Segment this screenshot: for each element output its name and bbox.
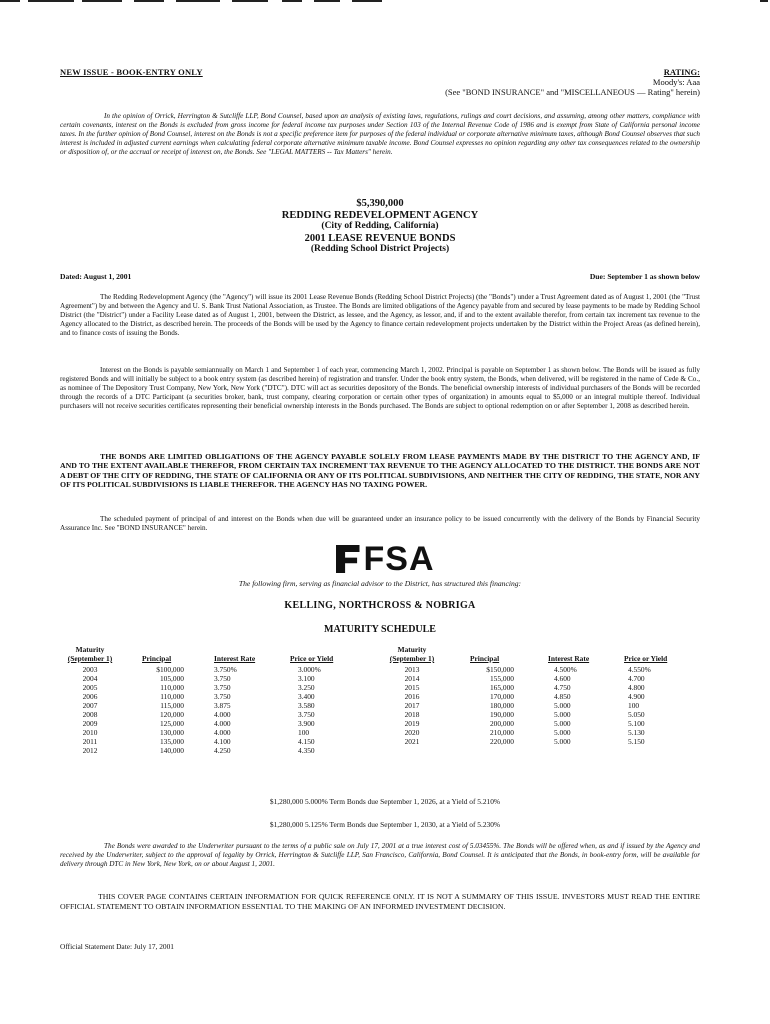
rate-cell: 3.750%: [214, 665, 237, 674]
term-bond-2030: $1,280,000 5.125% Term Bonds due September 1, 2030, at a Yield of 5.230%: [269, 820, 501, 829]
award-paragraph: The Bonds were awarded to the Underwriter pursuant to the terms of a public sale on July 17, 2001 at a true interest cost of 5.03455%. The Bonds will be offered when, as and if issued by the Agency and received by the Underwriter, subject to the approval of legality by Orrick, Herrington & Sutcliffe LLP, San Francisco, California, Bond Counsel. It is anticipated that the Bonds, in book-entry form, will be available for delivery through DTC in New York, New York, on or about August 1, 2001.: [60, 842, 700, 869]
yield-cell: 3.000%: [298, 665, 321, 674]
fsa-logo: [0, 540, 770, 579]
yield-cell: 5.150: [628, 737, 645, 746]
project-name: (Redding School District Projects): [310, 244, 450, 254]
rate-cell: 4.100: [214, 737, 231, 746]
rate-cell: 5.000: [554, 701, 571, 710]
table-row: [58, 746, 718, 755]
maturity-cell: 2020: [404, 728, 420, 737]
issuer-name: REDDING REDEVELOPMENT AGENCY: [281, 209, 479, 221]
yield-header-2: Price or Yield: [624, 654, 668, 663]
yield-cell: 100: [298, 728, 310, 737]
dated-date: Dated: August 1, 2001: [60, 272, 132, 281]
principal-cell: 210,000: [489, 728, 514, 737]
maturity-cell: 2006: [82, 692, 98, 701]
rate-cell: 5.000: [554, 728, 571, 737]
issue-amount: $5,390,000: [356, 198, 404, 209]
rate-cell: 4.500%: [554, 665, 577, 674]
maturity-cell: 2015: [404, 683, 420, 692]
rate-cell: 4.000: [214, 728, 231, 737]
table-row: [58, 728, 718, 737]
yield-cell: 5.050: [628, 710, 645, 719]
advisor-firm: KELLING, NORTHCROSS & NOBRIGA: [284, 600, 476, 611]
rate-cell: 3.750: [214, 692, 231, 701]
rate-header: Interest Rate: [214, 654, 256, 663]
principal-cell: 120,000: [159, 710, 184, 719]
principal-cell: 155,000: [489, 674, 514, 683]
principal-cell: 110,000: [160, 683, 184, 692]
principal-cell: 115,000: [160, 701, 184, 710]
issue-type: NEW ISSUE - BOOK-ENTRY ONLY: [60, 67, 203, 77]
table-row: [58, 737, 718, 746]
bond-series: 2001 LEASE REVENUE BONDS: [304, 232, 456, 244]
maturity-cell: 2013: [404, 665, 420, 674]
principal-cell: 135,000: [159, 737, 184, 746]
title-block: [60, 198, 700, 256]
maturity-cell: 2018: [404, 710, 420, 719]
yield-cell: 3.100: [298, 674, 315, 683]
paragraph-limited-obligations: THE BONDS ARE LIMITED OBLIGATIONS OF THE AGENCY PAYABLE SOLELY FROM LEASE PAYMENTS MADE BY THE DISTRICT TO THE AGENCY AND, IF AND TO THE EXTENT AVAILABLE THEREFOR, FROM CERTAIN TAX INCREMENT TAX REVENUE TO THE AGENCY ALLOCATED TO THE DISTRICT. THE BONDS ARE NOT A DEBT OF THE CITY OF REDDING, THE STATE OF CALIFORNIA OR ANY OF ITS POLITICAL SUBDIVISIONS, AND NEITHER THE CITY OF REDDING, THE STATE, NOR ANY OF ITS POLITICAL SUBDIVISIONS IS LIABLE THEREFOR. THE AGENCY HAS NO TAXING POWER.: [60, 452, 700, 490]
yield-cell: 5.130: [628, 728, 645, 737]
yield-cell: 4.800: [628, 683, 645, 692]
principal-cell: 220,000: [489, 737, 514, 746]
maturity-cell: 2003: [82, 665, 98, 674]
rate-cell: 4.850: [554, 692, 571, 701]
principal-cell: 110,000: [160, 692, 184, 701]
table-row: [58, 719, 718, 728]
maturity-schedule-table: [58, 645, 718, 755]
maturity-cell: 2011: [82, 737, 98, 746]
yield-cell: 3.900: [298, 719, 315, 728]
principal-header: Principal: [142, 654, 172, 663]
principal-cell: 180,000: [489, 701, 514, 710]
principal-header-2: Principal: [470, 654, 500, 663]
maturity-cell: 2010: [82, 728, 98, 737]
principal-cell: 200,000: [489, 719, 514, 728]
paragraph-issuance: The Redding Redevelopment Agency (the "Agency") will issue its 2001 Lease Revenue Bonds (Redding School District Projects) (the "Bonds") under a Trust Agreement dated as of August 1, 2001 (the "Trust Agreement") by and between the Agency and U. S. Bank Trust National Association, as Trustee. The Bonds are limited obligations of the Agency payable from and secured by lease payments to be made by Redding School District (the "District") under a Facility Lease dated as of August 1, 2001, between the District, as lessee, and the Agency, as lessor, and, if and to the extent available therefor, from certain tax increment tax revenue to the Agency allocated to the District, as described herein. The proceeds of the Bonds will be used by the Agency to finance certain redevelopment projects undertaken by the District within the Project Areas (as defined herein), and to finance costs of issuing the Bonds.: [60, 293, 700, 337]
yield-cell: 4.150: [298, 737, 315, 746]
principal-cell: $150,000: [486, 665, 514, 674]
rate-cell: 5.000: [554, 737, 571, 746]
rating-note: (See "BOND INSURANCE" and "MISCELLANEOUS — Rating" herein): [445, 87, 700, 97]
maturity-header-2: Maturity (September 1): [389, 645, 435, 663]
paragraph-interest: Interest on the Bonds is payable semiannually on March 1 and September 1 of each year, commencing March 1, 2002. Principal is payable on September 1 as shown below. The Bonds will be issued as fully registered Bonds and will initially be subject to a book entry system (as described herein) of registration and transfer. Under the book entry system, the Bonds, when delivered, will be registered in the name of Cede & Co., as nominee of The Depository Trust Company, New York, New York ("DTC"). DTC will act as securities depository of the Bonds. The beneficial ownership interests of individual purchasers of the Bonds will be recorded through the records of a DTC Participant (a securities broker, bank, trust company, clearing corporation or certain other types of organization) in amounts equal to $5,000 or an integral multiple thereof. Individual purchasers will not receive securities certificates representing their beneficial ownership interests in the Bonds purchased. The Bonds are subject to optional redemption on or after September 1, 2008 as described herein.: [60, 366, 700, 410]
table-row: [58, 701, 718, 710]
fsa-logo-text: FSA: [363, 540, 435, 578]
maturity-cell: 2016: [404, 692, 420, 701]
rate-cell: 4.000: [214, 710, 231, 719]
rate-header-2: Interest Rate: [548, 654, 590, 663]
yield-cell: 4.900: [628, 692, 645, 701]
yield-cell: 4.550%: [628, 665, 651, 674]
principal-cell: 140,000: [159, 746, 184, 755]
rate-cell: 3.875: [214, 701, 231, 710]
principal-cell: 165,000: [489, 683, 514, 692]
principal-cell: 125,000: [159, 719, 184, 728]
maturity-schedule-title: MATURITY SCHEDULE: [324, 624, 436, 635]
yield-cell: 100: [628, 701, 640, 710]
maturity-cell: 2017: [404, 701, 420, 710]
advisor-line: The following firm, serving as financial advisor to the District, has structured this financing:: [238, 579, 522, 588]
rate-cell: 4.000: [214, 719, 231, 728]
maturity-cell: 2012: [82, 746, 98, 755]
rate-cell: 4.600: [554, 674, 571, 683]
maturity-cell: 2008: [82, 710, 98, 719]
maturity-cell: 2004: [82, 674, 98, 683]
principal-cell: 105,000: [159, 674, 184, 683]
yield-cell: 4.700: [628, 674, 645, 683]
fsa-logo-icon: [336, 545, 360, 573]
maturity-cell: 2014: [404, 674, 420, 683]
official-statement-date: Official Statement Date: July 17, 2001: [60, 942, 174, 951]
table-row: [58, 683, 718, 692]
principal-cell: $100,000: [156, 665, 184, 674]
maturity-cell: 2021: [404, 737, 420, 746]
due-date: Due: September 1 as shown below: [589, 272, 700, 281]
rating-label: RATING:: [663, 67, 700, 77]
yield-cell: 5.100: [628, 719, 645, 728]
paragraph-insurance: The scheduled payment of principal of and interest on the Bonds when due will be guaranteed under an insurance policy to be issued concurrently with the delivery of the Bonds by Financial Security Assurance Inc. See "BOND INSURANCE" herein.: [60, 515, 700, 532]
maturity-header: Maturity (September 1): [67, 645, 113, 663]
yield-cell: 3.580: [298, 701, 315, 710]
principal-cell: 130,000: [159, 728, 184, 737]
yield-header: Price or Yield: [290, 654, 334, 663]
table-row: [58, 710, 718, 719]
cover-notice: THIS COVER PAGE CONTAINS CERTAIN INFORMATION FOR QUICK REFERENCE ONLY. IT IS NOT A SUMMARY OF THIS ISSUE. INVESTORS MUST READ THE ENTIRE OFFICIAL STATEMENT TO OBTAIN INFORMATION ESSENTIAL TO THE MAKING OF AN INFORMED INVESTMENT DECISION.: [60, 892, 700, 911]
table-row: [58, 674, 718, 683]
top-rule: [0, 0, 770, 4]
yield-cell: 3.750: [298, 710, 315, 719]
rate-cell: 5.000: [554, 710, 571, 719]
table-row: [58, 692, 718, 701]
yield-cell: 3.250: [298, 683, 315, 692]
principal-cell: 190,000: [489, 710, 514, 719]
rating-value: Moody's: Aaa: [652, 77, 700, 87]
rate-cell: 3.750: [214, 683, 231, 692]
maturity-cell: 2005: [82, 683, 98, 692]
yield-cell: 4.350: [298, 746, 315, 755]
table-header-row: [58, 645, 718, 665]
maturity-cell: 2007: [82, 701, 98, 710]
issuer-city: (City of Redding, California): [321, 221, 439, 231]
rate-cell: 3.750: [214, 674, 231, 683]
tax-opinion: In the opinion of Orrick, Herrington & Sutcliffe LLP, Bond Counsel, based upon an analysis of existing laws, regulations, rulings and court decisions, and assuming, among other matters, compliance with certain covenants, interest on the Bonds is excluded from gross income for federal income tax purposes under Section 103 of the Internal Revenue Code of 1986 and is exempt from State of California personal income taxes. In the further opinion of Bond Counsel, interest on the Bonds is not a specific preference item for purposes of the federal individual or corporate alternative minimum taxes, although Bond Counsel observes that such interest is included in adjusted current earnings when calculating federal corporate alternative minimum taxable income. Bond Counsel expresses no opinion regarding any other tax consequences related to the ownership or disposition of, or the accrual or receipt of interest on, the Bonds. See "LEGAL MATTERS -- Tax Matters" herein.: [60, 112, 700, 157]
rate-cell: 4.250: [214, 746, 231, 755]
rate-cell: 5.000: [554, 719, 571, 728]
table-row: [58, 665, 718, 674]
maturity-cell: 2009: [82, 719, 98, 728]
rate-cell: 4.750: [554, 683, 571, 692]
principal-cell: 170,000: [489, 692, 514, 701]
term-bond-2026: $1,280,000 5.000% Term Bonds due September 1, 2026, at a Yield of 5.210%: [269, 797, 501, 806]
yield-cell: 3.400: [298, 692, 315, 701]
rating-block: [370, 67, 700, 97]
maturity-cell: 2019: [404, 719, 420, 728]
